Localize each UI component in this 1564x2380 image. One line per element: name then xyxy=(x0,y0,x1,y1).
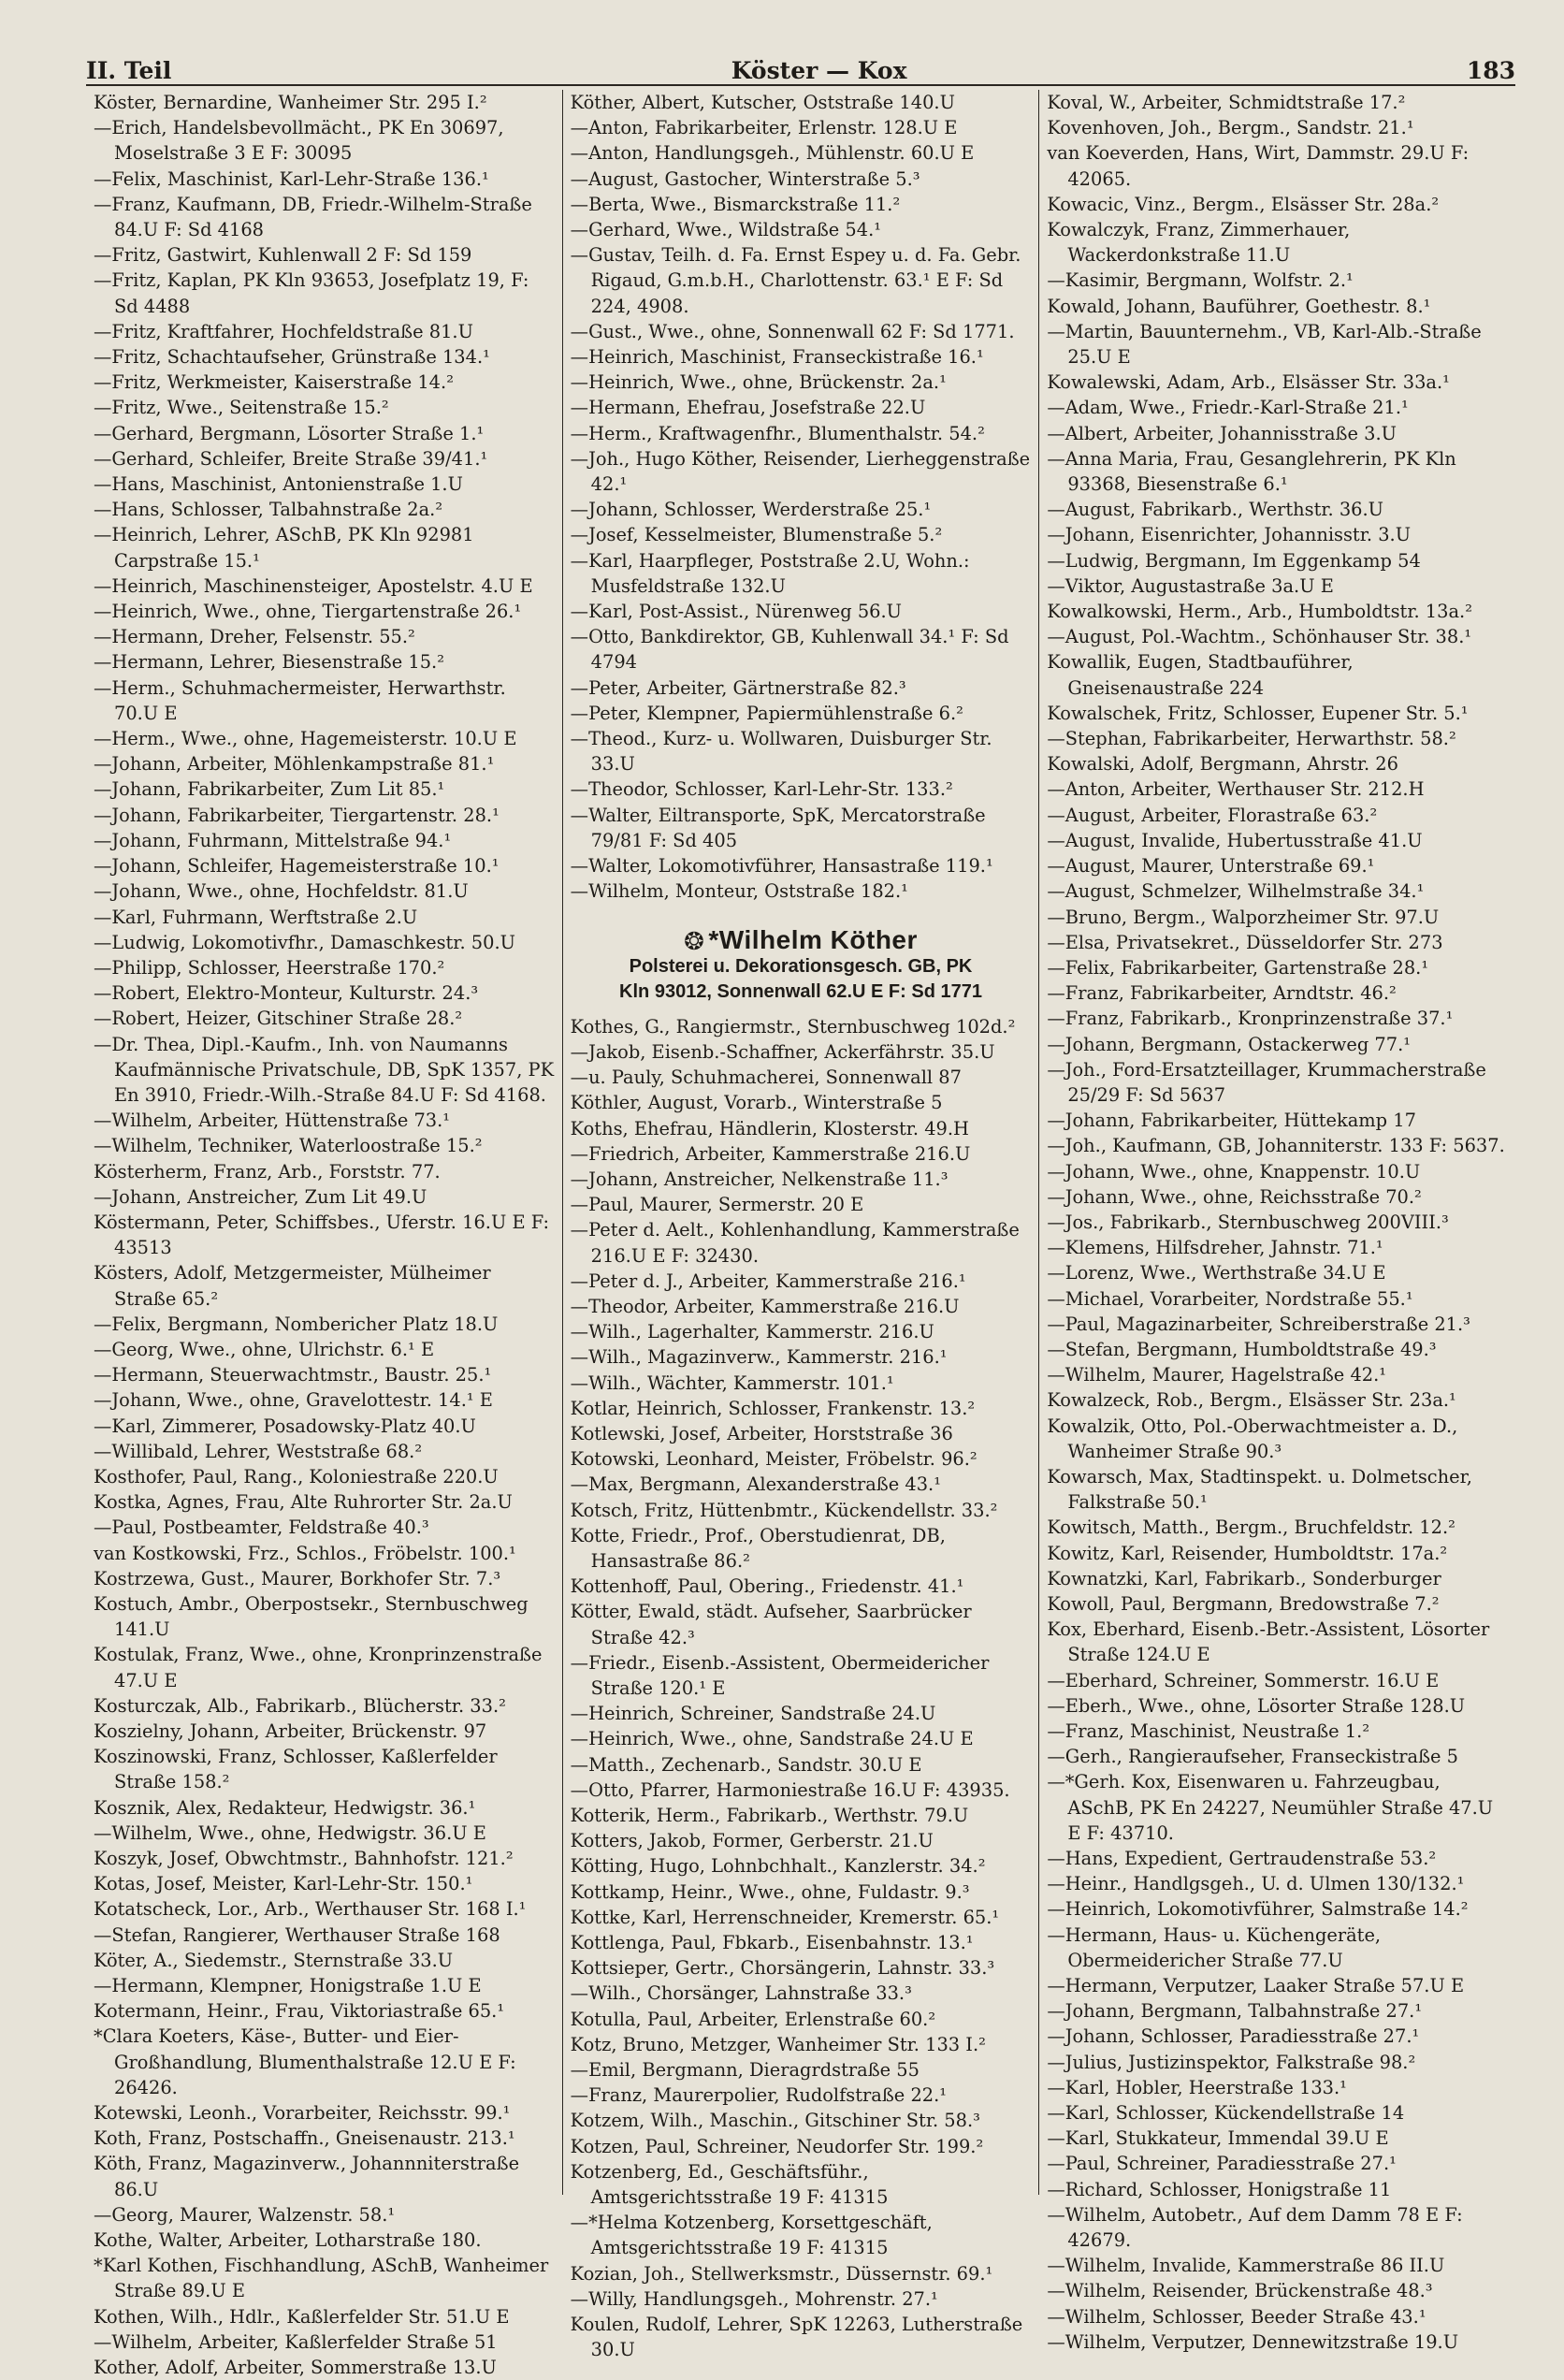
directory-entry: —Johann, Wwe., ohne, Hochfeldstr. 81.U xyxy=(94,880,469,903)
directory-entry: —Hans, Expedient, Gertraudenstraße 53.² xyxy=(1047,1848,1437,1870)
directory-entry: Kotsch, Fritz, Hüttenbmtr., Kückendellstr. 33.² xyxy=(570,1499,998,1521)
directory-entry: —Matth., Zechenarb., Sandstr. 30.U E xyxy=(570,1753,922,1776)
sun-ornament-icon: ❂ xyxy=(684,926,705,955)
directory-entry: —Joh., Kaufmann, GB, Johanniterstr. 133 F: 5637. xyxy=(1047,1135,1505,1157)
directory-entry: —Philipp, Schlosser, Heerstraße 170.² xyxy=(94,956,445,979)
directory-entry: Kotermann, Heinr., Frau, Viktoriastraße 65.¹ xyxy=(94,2000,505,2023)
directory-entry: Kowallik, Eugen, Stadtbauführer, Gneisenaustraße 224 xyxy=(1047,651,1354,699)
directory-entry: —Richard, Schlosser, Honigstraße 11 xyxy=(1047,2178,1392,2200)
directory-entry: —Eberhard, Schreiner, Sommerstr. 16.U E xyxy=(1047,1669,1440,1691)
page-number: 183 xyxy=(1466,57,1515,84)
directory-entry: —Bruno, Bergm., Walporzheimer Str. 97.U xyxy=(1047,906,1440,928)
directory-entry: —Johann, Wwe., ohne, Reichsstraße 70.² xyxy=(1047,1185,1422,1208)
directory-entry: —Peter, Klempner, Papiermühlenstraße 6.² xyxy=(570,702,963,724)
directory-entry: —Wilhelm, Invalide, Kammerstraße 86 II.U xyxy=(1047,2255,1445,2277)
directory-entry: Kösterherm, Franz, Arb., Forststr. 77. xyxy=(94,1160,441,1183)
directory-entry: —Johann, Schleifer, Hagemeisterstraße 10.¹ xyxy=(94,855,500,878)
directory-entry: —Willy, Handlungsgeh., Mohrenstr. 27.¹ xyxy=(570,2287,938,2310)
directory-entry: —Wilh., Chorsänger, Lahnstraße 33.³ xyxy=(570,1982,912,2005)
directory-entry: —Ludwig, Lokomotivfhr., Damaschkestr. 50.U xyxy=(94,931,515,953)
directory-entry: Kotters, Jakob, Former, Gerberstr. 21.U xyxy=(570,1830,934,1852)
directory-entry: —Anton, Fabrikarbeiter, Erlenstr. 128.U E xyxy=(570,117,958,139)
directory-entry: Kottkamp, Heinr., Wwe., ohne, Fuldastr. 9.³ xyxy=(570,1880,970,1903)
directory-entry: —August, Maurer, Unterstraße 69.¹ xyxy=(1047,855,1375,878)
directory-entry: —Wilhelm, Autobetr., Auf dem Damm 78 E F: 42679. xyxy=(1047,2203,1463,2252)
directory-entry: —Stefan, Bergmann, Humboldtstraße 49.³ xyxy=(1047,1338,1437,1360)
directory-entry: —Peter, Arbeiter, Gärtnerstraße 82.³ xyxy=(570,676,906,699)
directory-entry: —Stefan, Rangierer, Werthauser Straße 168 xyxy=(94,1923,500,1946)
directory-entry: —Johann, Fabrikarbeiter, Zum Lit 85.¹ xyxy=(94,778,445,801)
directory-entry: Koszyk, Josef, Obwchtmstr., Bahnhofstr. 121.² xyxy=(94,1848,514,1870)
directory-entry: —Heinrich, Wwe., ohne, Sandstraße 24.U E xyxy=(570,1728,974,1750)
directory-entry: —Johann, Wwe., ohne, Gravelottestr. 14.¹ E xyxy=(94,1389,493,1412)
directory-entry: —August, Schmelzer, Wilhelmstraße 34.¹ xyxy=(1047,880,1425,903)
directory-entry: —Wilh., Lagerhalter, Kammerstr. 216.U xyxy=(570,1321,934,1343)
directory-entry: —Hermann, Verputzer, Laaker Straße 57.U E xyxy=(1047,1975,1465,1997)
directory-entry: —Georg, Maurer, Walzenstr. 58.¹ xyxy=(94,2203,396,2226)
directory-entry: —Anton, Handlungsgeh., Mühlenstr. 60.U E xyxy=(570,142,975,165)
directory-entry: —Otto, Bankdirektor, GB, Kuhlenwall 34.¹ F: Sd 4794 xyxy=(570,626,1009,674)
directory-entry: Kothe, Walter, Arbeiter, Lotharstraße 180. xyxy=(94,2229,482,2252)
directory-entry: —Hermann, Haus- u. Küchengeräte, Obermeidericher Straße 77.U xyxy=(1047,1923,1382,1971)
directory-entry: Kowacic, Vinz., Bergm., Elsässer Str. 28a.² xyxy=(1047,193,1440,215)
directory-entry: —Wilh., Wächter, Kammerstr. 101.¹ xyxy=(570,1371,894,1394)
directory-entry: —Wilh., Magazinverw., Kammerstr. 216.¹ xyxy=(570,1346,948,1369)
directory-entry: —Theodor, Schlosser, Karl-Lehr-Str. 133.² xyxy=(570,778,953,801)
directory-entry: Köster, Bernardine, Wanheimer Str. 295 I.² xyxy=(94,92,487,113)
directory-entry: Kostrzewa, Gust., Maurer, Borkhofer Str. 7.³ xyxy=(94,1567,501,1589)
directory-entry: —Johann, Bergmann, Talbahnstraße 27.¹ xyxy=(1047,2000,1423,2023)
directory-entry: —Wilhelm, Maurer, Hagelstraße 42.¹ xyxy=(1047,1364,1387,1386)
directory-entry: —Lorenz, Wwe., Werthstraße 34.U E xyxy=(1047,1262,1386,1284)
directory-entry: Kotzenberg, Ed., Geschäftsführ., Amtsgerichtsstraße 19 F: 41315 xyxy=(570,2160,889,2209)
directory-entry: Kotzem, Wilh., Maschin., Gitschiner Str. 58.³ xyxy=(570,2110,980,2132)
directory-entry: —Ludwig, Bergmann, Im Eggenkamp 54 xyxy=(1047,549,1421,572)
directory-entry: —Karl, Hobler, Heerstraße 133.¹ xyxy=(1047,2076,1347,2098)
directory-entry: —Friedrich, Arbeiter, Kammerstraße 216.U xyxy=(570,1142,971,1165)
directory-entry: —Julius, Justizinspektor, Falkstraße 98.² xyxy=(1047,2051,1416,2073)
directory-entry: —Felix, Bergmann, Nombericher Platz 18.U xyxy=(94,1313,499,1335)
directory-entry: —Viktor, Augustastraße 3a.U E xyxy=(1047,574,1334,597)
directory-entry: Kotlewski, Josef, Arbeiter, Horststraße 36 xyxy=(570,1422,953,1444)
directory-entry: —Hermann, Ehefrau, Josefstraße 22.U xyxy=(570,397,926,419)
directory-entry: —Franz, Kaufmann, DB, Friedr.-Wilhelm-Straße 84.U F: Sd 4168 xyxy=(94,193,532,241)
directory-entry: Kottenhoff, Paul, Obering., Friedenstr. 41.¹ xyxy=(570,1575,964,1598)
directory-entry: —Johann, Fabrikarbeiter, Hüttekamp 17 xyxy=(1047,1110,1416,1132)
directory-entry: Kösters, Adolf, Metzgermeister, Mülheimer Straße 65.² xyxy=(94,1262,491,1310)
directory-entry: —Karl, Fuhrmann, Werftstraße 2.U xyxy=(94,906,418,928)
directory-entry: Kovenhoven, Joh., Bergm., Sandstr. 21.¹ xyxy=(1047,117,1414,139)
directory-entry: Kozian, Joh., Stellwerksmstr., Düssernstr. 69.¹ xyxy=(570,2262,993,2285)
directory-entry: —Georg, Wwe., ohne, Ulrichstr. 6.¹ E xyxy=(94,1338,435,1360)
directory-entry: —Fritz, Kraftfahrer, Hochfeldstraße 81.U xyxy=(94,320,473,342)
directory-entry: —Gerhard, Schleifer, Breite Straße 39/41.¹ xyxy=(94,447,488,470)
directory-entry: —Karl, Haarpfleger, Poststraße 2.U, Wohn.: Musfeldstraße 132.U xyxy=(570,549,970,597)
directory-entry: —Herm., Kraftwagenfhr., Blumenthalstr. 54.² xyxy=(570,422,985,444)
directory-entry: Kothes, G., Rangiermstr., Sternbuschweg 102d.² xyxy=(570,1015,1016,1038)
directory-entry: —Johann, Wwe., ohne, Knappenstr. 10.U xyxy=(1047,1160,1421,1183)
directory-entry: —Emil, Bergmann, Dieragrdstraße 55 xyxy=(570,2059,920,2082)
directory-entry: —Wilhelm, Verputzer, Dennewitzstraße 19.U xyxy=(1047,2330,1459,2353)
directory-entry: —Hans, Schlosser, Talbahnstraße 2a.² xyxy=(94,499,443,521)
directory-entry: —Peter d. J., Arbeiter, Kammerstraße 216.¹ xyxy=(570,1270,966,1292)
directory-entry: —Friedr., Eisenb.-Assistent, Obermeidericher Straße 120.¹ E xyxy=(570,1651,990,1699)
directory-entry: —Anna Maria, Frau, Gesanglehrerin, PK Kln 93368, Biesenstraße 6.¹ xyxy=(1047,447,1456,496)
directory-entry: —Hermann, Klempner, Honigstraße 1.U E xyxy=(94,1975,482,1997)
directory-entry: —Wilhelm, Arbeiter, Hüttenstraße 73.¹ xyxy=(94,1110,451,1132)
directory-entry: —Wilhelm, Monteur, Oststraße 182.¹ xyxy=(570,880,908,903)
directory-entry: Koulen, Rudolf, Lehrer, SpK 12263, Lutherstraße 30.U xyxy=(570,2314,1023,2361)
directory-entry: —Fritz, Kaplan, PK Kln 93653, Josefplatz 19, F: Sd 4488 xyxy=(94,269,529,317)
advertisement-line-2: Kln 93012, Sonnenwall 62.U E F: Sd 1771 xyxy=(619,980,982,1002)
directory-entry: Kowalzeck, Rob., Bergm., Elsässer Str. 23a.¹ xyxy=(1047,1389,1456,1412)
directory-entry: Kötter, Ewald, städt. Aufseher, Saarbrücker Straße 42.³ xyxy=(570,1601,972,1648)
directory-entry: —Joh., Ford-Ersatzteillager, Krummacherstraße 25/29 F: Sd 5637 xyxy=(1047,1058,1486,1106)
directory-entry: —Michael, Vorarbeiter, Nordstraße 55.¹ xyxy=(1047,1287,1413,1310)
directory-entry: Kowalski, Adolf, Bergmann, Ahrstr. 26 xyxy=(1047,753,1398,776)
directory-entry: —Erich, Handelsbevollmächt., PK En 30697, Moselstraße 3 E F: 30095 xyxy=(94,117,504,165)
directory-entry: —Wilhelm, Reisender, Brückenstraße 48.³ xyxy=(1047,2280,1433,2302)
directory-entry: —Robert, Elektro-Monteur, Kulturstr. 24.³ xyxy=(94,982,479,1005)
directory-entry: —Jos., Fabrikarb., Sternbuschweg 200VIII.³ xyxy=(1047,1211,1449,1233)
advertisement-title xyxy=(571,924,1032,955)
directory-entry: —Paul, Schreiner, Paradiesstraße 27.¹ xyxy=(1047,2153,1397,2175)
directory-entry: Kowitsch, Matth., Bergm., Bruchfeldstr. 12.² xyxy=(1047,1517,1455,1539)
directory-entry: Kottsieper, Gertr., Chorsängerin, Lahnstr. 33.³ xyxy=(570,1957,995,1980)
directory-entry: —Karl, Post-Assist., Nürenweg 56.U xyxy=(570,601,902,623)
directory-entry: Koszielny, Johann, Arbeiter, Brückenstr. 97 xyxy=(94,1720,487,1742)
directory-entry: —Hermann, Steuerwachtmstr., Baustr. 25.¹ xyxy=(94,1364,492,1386)
directory-entry: —Heinr., Handlgsgeh., U. d. Ulmen 130/132.¹ xyxy=(1047,1873,1465,1895)
directory-entry: —Heinrich, Schreiner, Sandstraße 24.U xyxy=(570,1703,936,1725)
directory-entry: —Wilhelm, Wwe., ohne, Hedwigstr. 36.U E xyxy=(94,1821,486,1844)
directory-entry: —Franz, Fabrikarbeiter, Arndtstr. 46.² xyxy=(1047,982,1397,1005)
directory-entry: Koszinowski, Franz, Schlosser, Kaßlerfelder Straße 158.² xyxy=(94,1746,498,1793)
directory-entry: —August, Gastocher, Winterstraße 5.³ xyxy=(570,167,920,190)
directory-entry: Kowalewski, Adam, Arb., Elsässer Str. 33a.¹ xyxy=(1047,371,1450,394)
directory-entry: Kosthofer, Paul, Rang., Koloniestraße 220.U xyxy=(94,1465,499,1488)
directory-entry: —August, Arbeiter, Florastraße 63.² xyxy=(1047,804,1378,826)
directory-entry: —Heinrich, Maschinist, Franseckistraße 16.¹ xyxy=(570,346,984,369)
directory-entry: —Kasimir, Bergmann, Wolfstr. 2.¹ xyxy=(1047,269,1354,292)
directory-entry: *Karl Kothen, Fischhandlung, ASchB, Wanheimer Straße 89.U E xyxy=(94,2255,549,2302)
directory-entry: —Felix, Maschinist, Karl-Lehr-Straße 136.¹ xyxy=(94,167,489,190)
directory-entry: —Fritz, Gastwirt, Kuhlenwall 2 F: Sd 159 xyxy=(94,244,472,267)
directory-entry: —Walter, Eiltransporte, SpK, Mercatorstraße 79/81 F: Sd 405 xyxy=(570,804,986,851)
directory-entry: —August, Pol.-Wachtm., Schönhauser Str. 38.¹ xyxy=(1047,626,1472,648)
directory-entry: Kotatscheck, Lor., Arb., Werthauser Str. 168 I.¹ xyxy=(94,1898,527,1921)
directory-entry: —Hermann, Lehrer, Biesenstraße 15.² xyxy=(94,651,444,674)
directory-entry: Kötting, Hugo, Lohnbchhalt., Kanzlerstr. 34.² xyxy=(570,1855,986,1878)
directory-entry: —Gerh., Rangieraufseher, Franseckistraße 5 xyxy=(1047,1746,1458,1768)
directory-entry: Kotterik, Herm., Fabrikarb., Werthstr. 79.U xyxy=(570,1805,969,1826)
directory-entry: —Heinrich, Maschinensteiger, Apostelstr. 4.U E xyxy=(94,574,533,597)
directory-entry: Kox, Eberhard, Eisenb.-Betr.-Assistent, Lösorter Straße 124.U E xyxy=(1047,1618,1490,1666)
running-title: Köster — Kox xyxy=(731,57,907,84)
directory-entry: Kotzen, Paul, Schreiner, Neudorfer Str. 199.² xyxy=(570,2135,984,2157)
directory-entry: —Max, Bergmann, Alexanderstraße 43.¹ xyxy=(570,1473,941,1496)
directory-entry: Köstermann, Peter, Schiffsbes., Uferstr. 16.U E F: 43513 xyxy=(94,1211,550,1259)
directory-entry: —Elsa, Privatsekret., Düsseldorfer Str. 273 xyxy=(1047,931,1443,953)
directory-entry: —Wilhelm, Schlosser, Beeder Straße 43.¹ xyxy=(1047,2305,1426,2328)
directory-entry: —Karl, Zimmerer, Posadowsky-Platz 40.U xyxy=(94,1415,476,1437)
directory-entry: —Stephan, Fabrikarbeiter, Herwarthstr. 58.² xyxy=(1047,728,1456,750)
directory-entry: Kowalschek, Fritz, Schlosser, Eupener Str. 5.¹ xyxy=(1047,702,1469,724)
directory-entry: —Karl, Schlosser, Kückendellstraße 14 xyxy=(1047,2102,1405,2125)
directory-entry: —Johann, Schlosser, Werderstraße 25.¹ xyxy=(570,499,932,521)
directory-entry: Kostulak, Franz, Wwe., ohne, Kronprinzenstraße 47.U E xyxy=(94,1644,543,1691)
directory-entry: Kownatzki, Karl, Fabrikarb., Sonderburger xyxy=(1047,1567,1441,1589)
directory-entry: Kotulla, Paul, Arbeiter, Erlenstraße 60.² xyxy=(570,2008,936,2030)
directory-entry: —Johann, Arbeiter, Möhlenkampstraße 81.¹ xyxy=(94,753,495,776)
directory-entry: —Theod., Kurz- u. Wollwaren, Duisburger Str. 33.U xyxy=(570,728,992,776)
directory-entry: van Koeverden, Hans, Wirt, Dammstr. 29.U F: 42065. xyxy=(1047,142,1470,190)
directory-entry: Kowarsch, Max, Stadtinspekt. u. Dolmetscher, Falkstraße 50.¹ xyxy=(1047,1465,1472,1514)
directory-entry: Kotas, Josef, Meister, Karl-Lehr-Str. 150.¹ xyxy=(94,1873,473,1895)
directory-entry: Köther, Albert, Kutscher, Oststraße 140.U xyxy=(570,92,955,113)
directory-entry: Kother, Adolf, Arbeiter, Sommerstraße 13.U xyxy=(94,2357,497,2379)
directory-entry: —Robert, Heizer, Gitschiner Straße 28.² xyxy=(94,1008,463,1030)
directory-entry: —*Helma Kotzenberg, Korsettgeschäft, Amtsgerichtsstraße 19 F: 41315 xyxy=(570,2212,933,2259)
directory-entry: —Heinrich, Wwe., ohne, Brückenstr. 2a.¹ xyxy=(570,371,947,394)
directory-entry: —Martin, Bauunternehm., VB, Karl-Alb.-Straße 25.U E xyxy=(1047,320,1482,369)
directory-entry: Kosznik, Alex, Redakteur, Hedwigstr. 36.¹ xyxy=(94,1796,476,1819)
advertisement-block xyxy=(571,924,1032,1005)
directory-entry: —Johann, Schlosser, Paradiesstraße 27.¹ xyxy=(1047,2025,1420,2048)
directory-entry: Köter, A., Siedemstr., Sternstraße 33.U xyxy=(94,1949,454,1971)
directory-entry: —Berta, Wwe., Bismarckstraße 11.² xyxy=(570,193,901,215)
advertisement-line-1: Polsterei u. Dekorationsgesch. GB, PK xyxy=(629,955,973,977)
directory-entry: —Jakob, Eisenb.-Schaffner, Ackerfährstr. 35.U xyxy=(570,1040,995,1063)
directory-entry: Koths, Ehefrau, Händlerin, Klosterstr. 49.H xyxy=(570,1117,969,1139)
directory-entry: Kotlar, Heinrich, Schlosser, Frankenstr. 13.² xyxy=(570,1397,976,1419)
directory-entry: —Eberh., Wwe., ohne, Lösorter Straße 128.U xyxy=(1047,1694,1466,1717)
directory-entry: Kowalkowski, Herm., Arb., Humboldtstr. 13a.² xyxy=(1047,601,1472,623)
directory-entry: —Walter, Lokomotivführer, Hansastraße 119.¹ xyxy=(570,855,993,878)
directory-entry: —Fritz, Wwe., Seitenstraße 15.² xyxy=(94,397,389,419)
directory-entry: Kowald, Johann, Bauführer, Goethestr. 8.¹ xyxy=(1047,295,1431,317)
directory-entry: —Heinrich, Wwe., ohne, Tiergartenstraße 26.¹ xyxy=(94,601,522,623)
directory-entry: —Paul, Maurer, Sermerstr. 20 E xyxy=(570,1194,864,1216)
directory-entry: —August, Invalide, Hubertusstraße 41.U xyxy=(1047,829,1423,851)
directory-entry: —Albert, Arbeiter, Johannisstraße 3.U xyxy=(1047,422,1397,444)
column-right xyxy=(1038,90,1515,2353)
directory-entry: *Clara Koeters, Käse-, Butter- und Eier-Großhandlung, Blumenthalstraße 12.U E F: 26426. xyxy=(94,2025,516,2098)
directory-entry: —Felix, Fabrikarbeiter, Gartenstraße 28.¹ xyxy=(1047,956,1429,979)
directory-entry: —Hermann, Dreher, Felsenstr. 55.² xyxy=(94,626,415,648)
directory-entry: —Franz, Fabrikarb., Kronprinzenstraße 37.¹ xyxy=(1047,1008,1454,1030)
directory-entry: —Karl, Stukkateur, Immendal 39.U E xyxy=(1047,2127,1389,2150)
directory-entry: —Klemens, Hilfsdreher, Jahnstr. 71.¹ xyxy=(1047,1237,1383,1259)
directory-entry: —Johann, Anstreicher, Nelkenstraße 11.³ xyxy=(570,1168,949,1190)
directory-entry: —Peter d. Aelt., Kohlenhandlung, Kammerstraße 216.U E F: 32430. xyxy=(570,1219,1020,1267)
directory-entry: —Herm., Schuhmachermeister, Herwarthstr. 70.U E xyxy=(94,676,506,724)
directory-entry: Kottke, Karl, Herrenschneider, Kremerstr. 65.¹ xyxy=(570,1906,1000,1928)
directory-entry: —Theodor, Arbeiter, Kammerstraße 216.U xyxy=(570,1295,960,1317)
directory-entry: Kottlenga, Paul, Fbkarb., Eisenbahnstr. 13.¹ xyxy=(570,1932,974,1954)
directory-entry: —Wilhelm, Techniker, Waterloostraße 15.² xyxy=(94,1135,483,1157)
directory-entry: —Adam, Wwe., Friedr.-Karl-Straße 21.¹ xyxy=(1047,397,1409,419)
directory-entry: Koval, W., Arbeiter, Schmidtstraße 17.² xyxy=(1047,92,1406,113)
directory-entry: Kowalzik, Otto, Pol.-Oberwachtmeister a. D., Wanheimer Straße 90.³ xyxy=(1047,1415,1458,1462)
directory-entry: —Fritz, Schachtaufseher, Grünstraße 134.¹ xyxy=(94,346,490,369)
directory-entry: Kowalczyk, Franz, Zimmerhauer, Wackerdonkstraße 11.U xyxy=(1047,219,1351,267)
column-left xyxy=(86,90,562,2379)
directory-entry: —Johann, Fuhrmann, Mittelstraße 94.¹ xyxy=(94,829,452,851)
directory-entry: van Kostkowski, Frz., Schlos., Fröbelstr. 100.¹ xyxy=(94,1542,516,1564)
directory-entry: —Franz, Maschinist, Neustraße 1.² xyxy=(1047,1720,1370,1742)
directory-entry: —Joh., Hugo Köther, Reisender, Lierheggenstraße 42.¹ xyxy=(570,447,1031,496)
directory-entry: Kowitz, Karl, Reisender, Humboldtstr. 17a.² xyxy=(1047,1542,1448,1564)
directory-entry: —Johann, Bergmann, Ostackerweg 77.¹ xyxy=(1047,1033,1412,1055)
directory-entry: —August, Fabrikarb., Werthstr. 36.U xyxy=(1047,499,1384,521)
column-middle xyxy=(562,90,1039,2361)
directory-entry: —Willibald, Lehrer, Weststraße 68.² xyxy=(94,1440,423,1462)
directory-entry: —Heinrich, Lehrer, ASchB, PK Kln 92981 Carpstraße 15.¹ xyxy=(94,524,474,572)
directory-entry: Kotte, Friedr., Prof., Oberstudienrat, DB, Hansastraße 86.² xyxy=(570,1524,946,1572)
directory-entry: Köth, Franz, Magazinverw., Johannniterstraße 86.U xyxy=(94,2153,520,2200)
directory-entry: Köthler, August, Vorarb., Winterstraße 5 xyxy=(570,1092,943,1114)
section-label: II. Teil xyxy=(86,57,172,84)
directory-entry: Koth, Franz, Postschaffn., Gneisenaustr. 213.¹ xyxy=(94,2127,515,2150)
directory-entry: —Gust., Wwe., ohne, Sonnenwall 62 F: Sd 1771. xyxy=(570,320,1015,342)
directory-entry: —Fritz, Werkmeister, Kaiserstraße 14.² xyxy=(94,371,454,394)
directory-entry: —Gustav, Teilh. d. Fa. Ernst Espey u. d. Fa. Gebr. Rigaud, G.m.b.H., Charlottenstr. 63.¹ E F: Sd 224, 4908. xyxy=(570,244,1021,317)
directory-entry: Kowoll, Paul, Bergmann, Bredowstraße 7.² xyxy=(1047,1592,1440,1615)
directory-entry: Kotewski, Leonh., Vorarbeiter, Reichsstr. 99.¹ xyxy=(94,2102,511,2125)
directory-entry: Kotowski, Leonhard, Meister, Fröbelstr. 96.² xyxy=(570,1448,978,1471)
directory-entry: —Heinrich, Lokomotivführer, Salmstraße 14.² xyxy=(1047,1898,1469,1921)
directory-entry: Kostuch, Ambr., Oberpostsekr., Sternbuschweg 141.U xyxy=(94,1592,529,1641)
advertisement-name: *Wilhelm Köther xyxy=(708,924,918,954)
directory-columns xyxy=(86,90,1515,2379)
directory-entry: —Gerhard, Bergmann, Lösorter Straße 1.¹ xyxy=(94,422,485,444)
directory-entry: —Paul, Magazinarbeiter, Schreiberstraße 21.³ xyxy=(1047,1313,1470,1335)
directory-entry: Kosturczak, Alb., Fabrikarb., Blücherstr. 33.² xyxy=(94,1694,506,1717)
directory-entry: —Johann, Anstreicher, Zum Lit 49.U xyxy=(94,1185,427,1208)
directory-entry: Kotz, Bruno, Metzger, Wanheimer Str. 133 I.² xyxy=(570,2033,986,2055)
directory-entry: —Franz, Maurerpolier, Rudolfstraße 22.¹ xyxy=(570,2084,948,2107)
page-header xyxy=(86,45,1515,86)
directory-entry: —u. Pauly, Schuhmacherei, Sonnenwall 87 xyxy=(570,1067,962,1089)
directory-entry: —Johann, Eisenrichter, Johannisstr. 3.U xyxy=(1047,524,1412,546)
directory-entry: —Hans, Maschinist, Antonienstraße 1.U xyxy=(94,473,463,496)
directory-entry: —Johann, Fabrikarbeiter, Tiergartenstr. 28.¹ xyxy=(94,804,500,826)
directory-entry: —Dr. Thea, Dipl.-Kaufm., Inh. von Naumanns Kaufmännische Privatschule, DB, SpK 1357, PK En 3910, Friedr.-Wilh.-Straße 84.U F: Sd 4168. xyxy=(94,1033,555,1106)
directory-entry: —*Gerh. Kox, Eisenwaren u. Fahrzeugbau, ASchB, PK En 24227, Neumühler Straße 47.U E F: 43710. xyxy=(1047,1771,1494,1844)
directory-entry: —Wilhelm, Arbeiter, Kaßlerfelder Straße 51 xyxy=(94,2330,498,2353)
directory-entry: —Otto, Pfarrer, Harmoniestraße 16.U F: 43935. xyxy=(570,1778,1010,1801)
directory-entry: Kothen, Wilh., Hdlr., Kaßlerfelder Str. 51.U E xyxy=(94,2305,510,2328)
directory-entry: —Anton, Arbeiter, Werthauser Str. 212.H xyxy=(1047,778,1425,801)
directory-entry: —Gerhard, Wwe., Wildstraße 54.¹ xyxy=(570,219,882,241)
directory-entry: —Herm., Wwe., ohne, Hagemeisterstr. 10.U E xyxy=(94,728,517,750)
directory-entry: —Paul, Postbeamter, Feldstraße 40.³ xyxy=(94,1517,429,1539)
directory-entry: —Josef, Kesselmeister, Blumenstraße 5.² xyxy=(570,524,943,546)
directory-entry: Kostka, Agnes, Frau, Alte Ruhrorter Str. 2a.U xyxy=(94,1491,513,1514)
